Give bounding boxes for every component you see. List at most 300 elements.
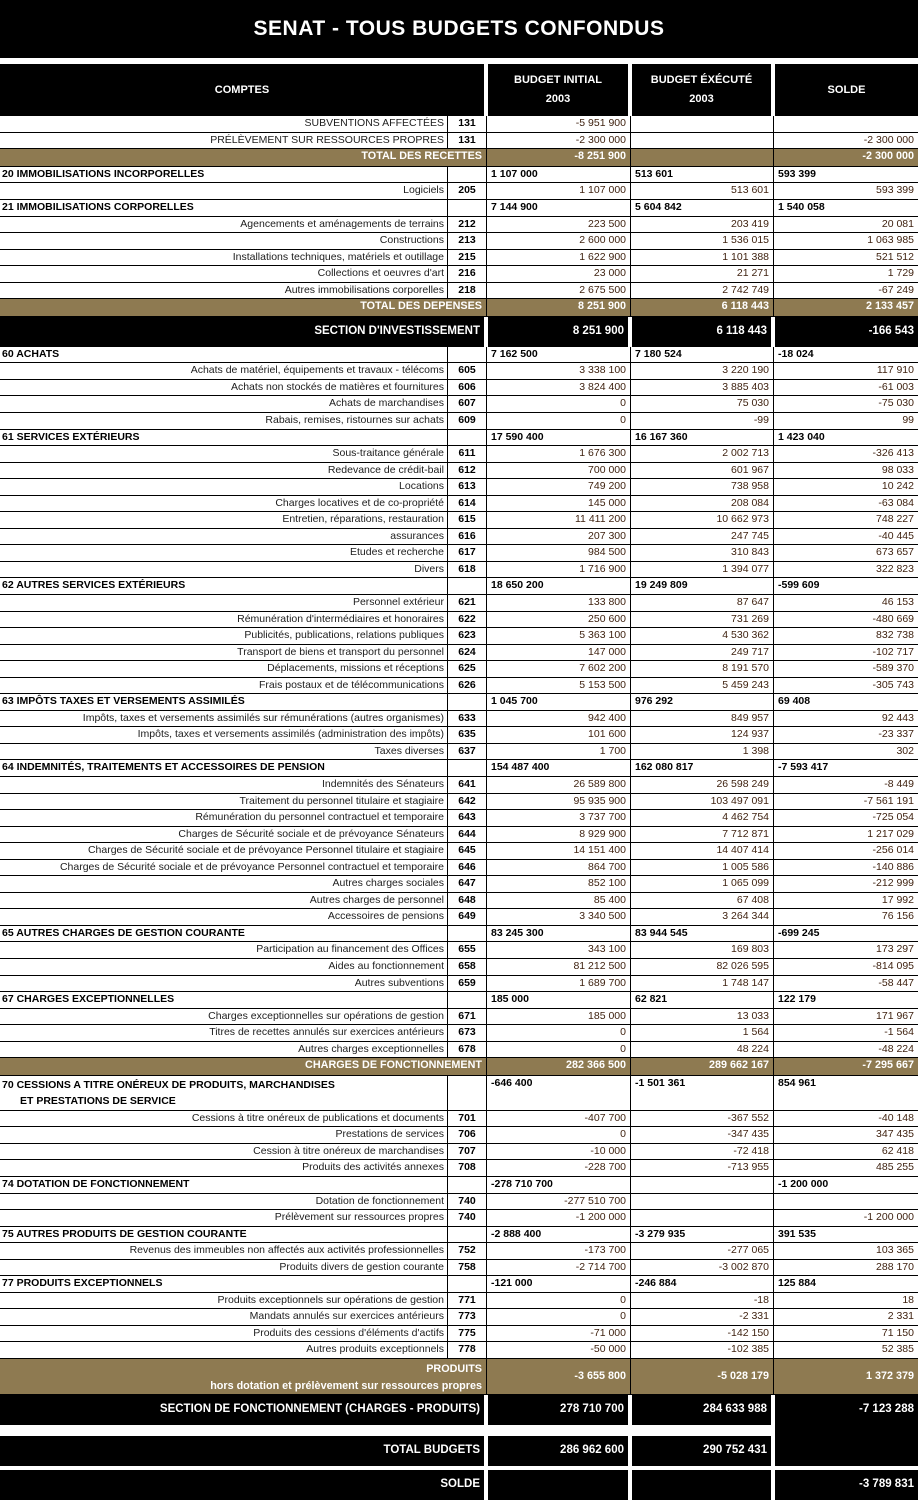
row-label-line1: Mandats annulés sur exercices antérieurs — [249, 1310, 444, 1323]
section-total-label: SOLDE — [0, 1470, 484, 1500]
account-code: 131 — [447, 133, 486, 149]
row-label — [0, 217, 447, 233]
budget-initial-value: -173 700 — [486, 1243, 630, 1259]
table-rows — [0, 116, 918, 1500]
account-code: 607 — [447, 396, 486, 412]
budget-initial-value: 749 200 — [486, 479, 630, 495]
table-row — [0, 628, 918, 645]
account-code: 701 — [447, 1111, 486, 1127]
budget-initial-value: 1 676 300 — [486, 446, 630, 462]
row-label-line1: Accessoires de pensions — [327, 910, 444, 923]
table-row — [0, 711, 918, 728]
account-code: 771 — [447, 1293, 486, 1309]
row-label — [0, 893, 447, 909]
row-label-line1: Divers — [414, 562, 444, 575]
table-row — [0, 1058, 918, 1076]
solde-value: 18 — [773, 1293, 918, 1309]
row-label-line1: Participation au financement des Offices — [256, 943, 444, 956]
row-label — [0, 496, 447, 512]
budget-initial-value: -10 000 — [486, 1144, 630, 1160]
solde-value: 125 884 — [773, 1276, 918, 1292]
table-row — [0, 893, 918, 910]
budget-execute-value: -246 884 — [630, 1276, 773, 1292]
solde-value: 302 — [773, 744, 918, 760]
account-code — [447, 1076, 486, 1110]
account-code: 218 — [447, 283, 486, 299]
row-label-line1: Achats de matériel, équipements et travaux - télécoms — [190, 364, 444, 377]
row-label — [0, 1177, 447, 1193]
account-code: 707 — [447, 1144, 486, 1160]
table-row — [0, 1326, 918, 1343]
budget-initial-value: 101 600 — [486, 727, 630, 743]
budget-initial-value: -5 951 900 — [486, 116, 630, 132]
budget-initial-value: 3 338 100 — [486, 363, 630, 379]
account-code — [447, 200, 486, 216]
budget-initial-value: 85 400 — [486, 893, 630, 909]
total-row-label — [0, 299, 486, 316]
row-label — [0, 926, 447, 942]
budget-initial-value: -277 510 700 — [486, 1194, 630, 1210]
spacer-white — [0, 1425, 775, 1436]
budget-initial-value: 1 107 000 — [486, 167, 630, 183]
table-row — [0, 1436, 918, 1466]
row-label-line2: ET PRESTATIONS DE SERVICE — [20, 1094, 176, 1107]
table-row — [0, 545, 918, 562]
budget-initial-value: 8 929 900 — [486, 827, 630, 843]
solde-value: 391 535 — [773, 1227, 918, 1243]
solde-value: -1 200 000 — [773, 1177, 918, 1193]
solde-value: 347 435 — [773, 1127, 918, 1143]
row-label — [0, 909, 447, 925]
budget-initial-value: 3 340 500 — [486, 909, 630, 925]
solde-value: -102 717 — [773, 645, 918, 661]
budget-initial-value: 1 716 900 — [486, 562, 630, 578]
budget-execute-value: 7 180 524 — [630, 347, 773, 363]
row-label — [0, 413, 447, 429]
budget-initial-value: -2 300 000 — [486, 133, 630, 149]
row-label — [0, 1342, 447, 1358]
solde-value: -699 245 — [773, 926, 918, 942]
total-row-label — [0, 1058, 486, 1075]
budget-execute-value: 62 821 — [630, 992, 773, 1008]
account-code — [447, 992, 486, 1008]
budget-execute-value: -2 331 — [630, 1309, 773, 1325]
row-label — [0, 1111, 447, 1127]
budget-initial-value: -3 655 800 — [486, 1359, 630, 1394]
account-code — [447, 430, 486, 446]
budget-execute-value: 738 958 — [630, 479, 773, 495]
row-label-line1: SUBVENTIONS AFFECTÉES — [304, 117, 444, 130]
budget-execute-value: 2 742 749 — [630, 283, 773, 299]
table-row — [0, 479, 918, 496]
budget-execute-value — [630, 1177, 773, 1193]
table-row — [0, 777, 918, 794]
row-label — [0, 794, 447, 810]
budget-execute-value: 5 604 842 — [630, 200, 773, 216]
budget-execute-value: 1 065 099 — [630, 876, 773, 892]
budget-execute-value: 3 885 403 — [630, 380, 773, 396]
row-label — [0, 1276, 447, 1292]
account-code — [447, 926, 486, 942]
account-code: 621 — [447, 595, 486, 611]
row-label-line1: Autres charges sociales — [332, 877, 444, 890]
table-row — [0, 183, 918, 200]
table-row — [0, 149, 918, 167]
table-row — [0, 167, 918, 184]
table-row — [0, 1009, 918, 1026]
row-label — [0, 116, 447, 132]
table-row — [0, 1160, 918, 1177]
solde-value: -725 054 — [773, 810, 918, 826]
row-label-line1: Etudes et recherche — [350, 546, 444, 559]
row-label — [0, 347, 447, 363]
solde-value: -599 609 — [773, 578, 918, 594]
table-row — [0, 380, 918, 397]
account-code: 622 — [447, 612, 486, 628]
solde-value: 17 992 — [773, 893, 918, 909]
account-code: 647 — [447, 876, 486, 892]
budget-initial-value: 95 935 900 — [486, 794, 630, 810]
table-row — [0, 446, 918, 463]
row-label-line1: Impôts, taxes et versements assimilés (administration des impôts) — [137, 728, 444, 741]
row-label-line1: 65 AUTRES CHARGES DE GESTION COURANTE — [2, 926, 245, 939]
solde-value — [775, 1436, 918, 1466]
row-label-line1: Aides au fonctionnement — [328, 960, 444, 973]
budget-execute-value: 87 647 — [630, 595, 773, 611]
solde-value: 748 227 — [773, 512, 918, 528]
table-row — [0, 1210, 918, 1227]
row-label — [0, 810, 447, 826]
budget-initial-value: 81 212 500 — [486, 959, 630, 975]
table-row — [0, 1309, 918, 1326]
budget-execute-value: 513 601 — [630, 167, 773, 183]
account-code: 708 — [447, 1160, 486, 1176]
account-code: 706 — [447, 1127, 486, 1143]
account-code: 213 — [447, 233, 486, 249]
budget-execute-value: 1 748 147 — [630, 976, 773, 992]
row-label — [0, 612, 447, 628]
account-code: 648 — [447, 893, 486, 909]
solde-value: -2 300 000 — [773, 133, 918, 149]
row-label — [0, 380, 447, 396]
row-label-line1: Installations techniques, matériels et outillage — [232, 250, 444, 263]
account-code: 633 — [447, 711, 486, 727]
budget-execute-value — [630, 1210, 773, 1226]
account-code: 644 — [447, 827, 486, 843]
budget-initial-value: -228 700 — [486, 1160, 630, 1176]
account-code: 659 — [447, 976, 486, 992]
budget-initial-value: 133 800 — [486, 595, 630, 611]
solde-value: 854 961 — [773, 1076, 918, 1110]
account-code: 212 — [447, 217, 486, 233]
row-label — [0, 959, 447, 975]
budget-execute-value: 284 633 988 — [632, 1395, 771, 1425]
table-row — [0, 1194, 918, 1211]
row-label — [0, 992, 447, 1008]
solde-value: 122 179 — [773, 992, 918, 1008]
row-label — [0, 727, 447, 743]
budget-initial-value: 286 962 600 — [488, 1436, 628, 1466]
account-code: 643 — [447, 810, 486, 826]
total-row-label — [0, 149, 486, 166]
budget-execute-value: -5 028 179 — [630, 1359, 773, 1394]
section-total-label: SECTION D'INVESTISSEMENT — [0, 317, 484, 347]
budget-initial-value: -121 000 — [486, 1276, 630, 1292]
account-code: 641 — [447, 777, 486, 793]
budget-initial-value: 700 000 — [486, 463, 630, 479]
budget-execute-value: 8 191 570 — [630, 661, 773, 677]
budget-initial-value: 26 589 800 — [486, 777, 630, 793]
budget-initial-value: 2 600 000 — [486, 233, 630, 249]
budget-initial-value: 7 602 200 — [486, 661, 630, 677]
account-code — [447, 347, 486, 363]
budget-execute-value: -277 065 — [630, 1243, 773, 1259]
account-code: 646 — [447, 860, 486, 876]
solde-value: 2 331 — [773, 1309, 918, 1325]
table-row — [0, 363, 918, 380]
budget-initial-value: 942 400 — [486, 711, 630, 727]
row-label — [0, 1210, 447, 1226]
row-label-line1: Produits des cessions d'éléments d'actifs — [253, 1326, 444, 1339]
table-row — [0, 1025, 918, 1042]
table-row — [0, 876, 918, 893]
budget-initial-value: 3 737 700 — [486, 810, 630, 826]
budget-execute-value: -102 385 — [630, 1342, 773, 1358]
budget-initial-value: 3 824 400 — [486, 380, 630, 396]
table-row — [0, 1144, 918, 1161]
row-label-line1: Collections et oeuvres d'art — [317, 267, 444, 280]
budget-execute-value: 1 101 388 — [630, 250, 773, 266]
table-row — [0, 396, 918, 413]
budget-initial-value: -50 000 — [486, 1342, 630, 1358]
budget-initial-value: 1 700 — [486, 744, 630, 760]
solde-value: -3 789 831 — [775, 1470, 918, 1500]
budget-execute-value: 16 167 360 — [630, 430, 773, 446]
row-label-line1: Charges exceptionnelles sur opérations de gestion — [208, 1009, 444, 1022]
table-row — [0, 116, 918, 133]
row-label — [0, 1227, 447, 1243]
budget-execute-value: 731 269 — [630, 612, 773, 628]
solde-value: 1 729 — [773, 266, 918, 282]
budget-initial-value: 1 107 000 — [486, 183, 630, 199]
budget-execute-value: 310 843 — [630, 545, 773, 561]
row-label-line1: Déplacements, missions et réceptions — [267, 662, 444, 675]
row-label-line1: Produits des activités annexes — [302, 1161, 444, 1174]
solde-value: 46 153 — [773, 595, 918, 611]
row-label-line1: Autres charges de personnel — [309, 893, 444, 906]
budget-initial-value: 343 100 — [486, 942, 630, 958]
budget-execute-value: 1 394 077 — [630, 562, 773, 578]
budget-execute-value: -713 955 — [630, 1160, 773, 1176]
total-row-label-line2: hors dotation et prélèvement sur ressources propres — [210, 1379, 482, 1392]
row-label-line1: Publicités, publications, relations publiques — [244, 629, 444, 642]
solde-value: -63 084 — [773, 496, 918, 512]
budget-execute-value: 247 745 — [630, 529, 773, 545]
account-code: 740 — [447, 1194, 486, 1210]
account-code: 615 — [447, 512, 486, 528]
table-row — [0, 317, 918, 347]
row-label-line1: 61 SERVICES EXTÉRIEURS — [2, 430, 140, 443]
solde-value: 288 170 — [773, 1260, 918, 1276]
row-label-line1: Locations — [399, 480, 444, 493]
budget-initial-value: 23 000 — [486, 266, 630, 282]
table-row — [0, 727, 918, 744]
account-code: 215 — [447, 250, 486, 266]
budget-execute-value: 203 419 — [630, 217, 773, 233]
budget-execute-value: 4 530 362 — [630, 628, 773, 644]
budget-execute-value: 6 118 443 — [632, 317, 771, 347]
budget-initial-value: -2 714 700 — [486, 1260, 630, 1276]
account-code: 205 — [447, 183, 486, 199]
budget-execute-value: 6 118 443 — [630, 299, 773, 316]
table-row — [0, 959, 918, 976]
row-label — [0, 545, 447, 561]
row-label-line1: Rémunération du personnel contractuel et temporaire — [195, 811, 444, 824]
account-code — [447, 578, 486, 594]
account-code: 131 — [447, 116, 486, 132]
budget-initial-value: 207 300 — [486, 529, 630, 545]
table-row — [0, 612, 918, 629]
budget-initial-value: 8 251 900 — [488, 317, 628, 347]
row-label-line1: Impôts, taxes et versements assimilés sur rémunérations (autres organismes) — [82, 711, 444, 724]
solde-value: 1 423 040 — [773, 430, 918, 446]
budget-initial-value: 0 — [486, 1025, 630, 1041]
row-label — [0, 463, 447, 479]
budget-execute-value: 13 033 — [630, 1009, 773, 1025]
account-code: 658 — [447, 959, 486, 975]
row-label — [0, 266, 447, 282]
table-row — [0, 926, 918, 943]
budget-initial-value: 223 500 — [486, 217, 630, 233]
budget-execute-value: 2 002 713 — [630, 446, 773, 462]
budget-execute-value: -3 279 935 — [630, 1227, 773, 1243]
solde-value: 71 150 — [773, 1326, 918, 1342]
account-code: 624 — [447, 645, 486, 661]
solde-value: 173 297 — [773, 942, 918, 958]
budget-initial-value — [488, 1470, 628, 1500]
solde-value: -1 200 000 — [773, 1210, 918, 1226]
solde-value: -166 543 — [775, 317, 918, 347]
table-row — [0, 744, 918, 761]
row-label-line1: Produits divers de gestion courante — [279, 1260, 444, 1273]
row-label-line1: Transport de biens et transport du personnel — [237, 645, 444, 658]
solde-value: 103 365 — [773, 1243, 918, 1259]
budget-execute-value: 1 536 015 — [630, 233, 773, 249]
solde-value: -305 743 — [773, 678, 918, 694]
row-label-line1: Produits exceptionnels sur opérations de gestion — [217, 1293, 444, 1306]
solde-value: 322 823 — [773, 562, 918, 578]
row-label — [0, 694, 447, 710]
row-label-line1: Taxes diverses — [374, 744, 444, 757]
table-row — [0, 976, 918, 993]
budget-execute-value: 3 264 344 — [630, 909, 773, 925]
table-row — [0, 827, 918, 844]
budget-execute-value: 5 459 243 — [630, 678, 773, 694]
solde-value: 92 443 — [773, 711, 918, 727]
row-label — [0, 446, 447, 462]
solde-value: 76 156 — [773, 909, 918, 925]
row-label-line1: PRÉLÈVEMENT SUR RESSOURCES PROPRES — [210, 133, 444, 146]
account-code: 758 — [447, 1260, 486, 1276]
row-label-line1: Cessions à titre onéreux de publications et documents — [191, 1111, 444, 1124]
budget-execute-value: 7 712 871 — [630, 827, 773, 843]
table-row — [0, 843, 918, 860]
table-row — [0, 1227, 918, 1244]
solde-value: -8 449 — [773, 777, 918, 793]
solde-value: -2 300 000 — [773, 149, 918, 166]
row-label-line1: Rabais, remises, ristournes sur achats — [265, 413, 444, 426]
row-label-line1: Autres subventions — [354, 976, 444, 989]
budget-execute-value: 169 803 — [630, 942, 773, 958]
budget-initial-value: -407 700 — [486, 1111, 630, 1127]
row-label-line1: 62 AUTRES SERVICES EXTÉRIEURS — [2, 579, 186, 592]
account-code: 625 — [447, 661, 486, 677]
column-header-budget-execute: BUDGET ÉXÉCUTÉ 2003 — [632, 64, 771, 117]
column-header-solde: SOLDE — [775, 64, 918, 117]
row-label — [0, 942, 447, 958]
table-row — [0, 1342, 918, 1359]
budget-initial-value: 984 500 — [486, 545, 630, 561]
row-label-line1: Sous-traitance générale — [332, 447, 444, 460]
solde-value: -7 593 417 — [773, 760, 918, 776]
table-row — [0, 1395, 918, 1425]
table-row — [0, 1111, 918, 1128]
page-title: SENAT - TOUS BUDGETS CONFONDUS — [253, 17, 665, 41]
row-label-line1: Cession à titre onéreux de marchandises — [253, 1144, 444, 1157]
budget-initial-value: 2 675 500 — [486, 283, 630, 299]
solde-value: 521 512 — [773, 250, 918, 266]
account-code — [447, 167, 486, 183]
solde-value: 673 657 — [773, 545, 918, 561]
account-code: 673 — [447, 1025, 486, 1041]
budget-initial-value: 145 000 — [486, 496, 630, 512]
table-row — [0, 810, 918, 827]
table-row — [0, 1359, 918, 1395]
budget-execute-value — [630, 1194, 773, 1210]
table-row — [0, 1042, 918, 1059]
row-label — [0, 1127, 447, 1143]
row-label-line1: Titres de recettes annulés sur exercices antérieurs — [209, 1026, 444, 1039]
table-row — [0, 496, 918, 513]
table-row — [0, 645, 918, 662]
row-label-line1: 60 ACHATS — [2, 347, 60, 360]
solde-value: 69 408 — [773, 694, 918, 710]
section-total-label: SECTION DE FONCTIONNEMENT (CHARGES - PRODUITS) — [0, 1395, 484, 1425]
solde-value: 98 033 — [773, 463, 918, 479]
table-row — [0, 678, 918, 695]
row-label — [0, 876, 447, 892]
budget-execute-value: 21 271 — [630, 266, 773, 282]
budget-initial-value: 8 251 900 — [486, 299, 630, 316]
solde-value: -75 030 — [773, 396, 918, 412]
account-code: 613 — [447, 479, 486, 495]
table-row — [0, 1470, 918, 1500]
row-label-line1: Logiciels — [403, 184, 444, 197]
table-row — [0, 413, 918, 430]
table-row — [0, 1425, 918, 1436]
account-code: 606 — [447, 380, 486, 396]
budget-initial-value: 14 151 400 — [486, 843, 630, 859]
row-label — [0, 1260, 447, 1276]
table-row — [0, 992, 918, 1009]
budget-initial-value: 185 000 — [486, 1009, 630, 1025]
table-row — [0, 1076, 918, 1111]
row-label-line1: Rémunération d'intermédiaires et honoraires — [237, 612, 444, 625]
budget-execute-value: 3 220 190 — [630, 363, 773, 379]
budget-execute-value: 67 408 — [630, 893, 773, 909]
solde-value: 1 063 985 — [773, 233, 918, 249]
row-label-line1: Achats non stockés de matières et fournitures — [230, 380, 444, 393]
